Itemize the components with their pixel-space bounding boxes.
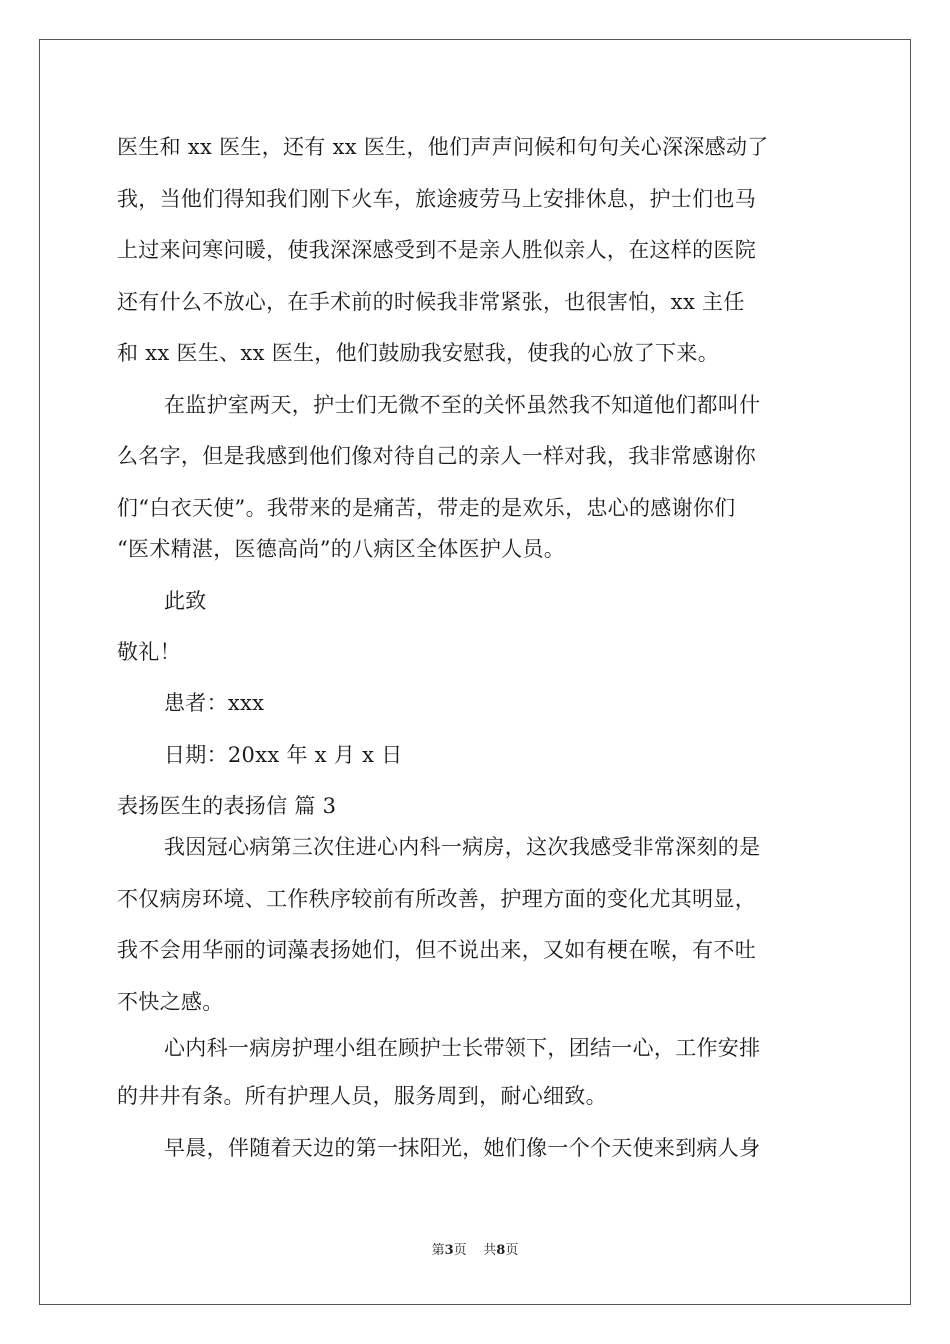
text-line: 么名字，但是我感到他们像对待自己的亲人一样对我，我非常感谢你	[117, 444, 756, 468]
text-line: 不快之感。	[117, 990, 224, 1014]
page-number: 3	[444, 1243, 454, 1258]
text-line: 们“白衣天使”。我带来的是痛苦，带走的是欢乐，忠心的感谢你们	[117, 496, 736, 520]
paragraph-start: 心内科一病房护理小组在顾护士长带领下，团结一心，工作安排	[164, 1036, 761, 1060]
closing-regards: 敬礼！	[117, 640, 181, 664]
section-heading: 表扬医生的表扬信 篇 3	[117, 794, 337, 818]
signature-date: 日期：20xx 年 x 月 x 日	[164, 743, 403, 767]
text-line: 的井井有条。所有护理人员，服务周到，耐心细致。	[117, 1084, 607, 1108]
page-footer	[0, 1242, 950, 1260]
text-line: 和 xx 医生、xx 医生，他们鼓励我安慰我，使我的心放了下来。	[117, 341, 719, 365]
total-pages: 8	[496, 1243, 506, 1258]
page-suffix: 页	[453, 1243, 467, 1258]
text-line: 医生和 xx 医生，还有 xx 医生，他们声声问候和句句关心深深感动了	[117, 135, 769, 159]
paragraph-start: 我因冠心病第三次住进心内科一病房，这次我感受非常深刻的是	[164, 835, 761, 859]
text-line: 不仅病房环境、工作秩序较前有所改善，护理方面的变化尤其明显，	[117, 887, 756, 911]
text-line: 我不会用华丽的词藻表扬她们，但不说出来，又如有梗在喉，有不吐	[117, 938, 756, 962]
signature-patient: 患者：xxx	[164, 691, 265, 715]
page-prefix: 第	[431, 1243, 445, 1258]
page-border	[39, 39, 911, 1305]
closing-salutation: 此致	[164, 589, 207, 613]
text-line: 我，当他们得知我们刚下火车，旅途疲劳马上安排休息，护士们也马	[117, 187, 756, 211]
paragraph-start: 在监护室两天，护士们无微不至的关怀虽然我不知道他们都叫什	[164, 393, 761, 417]
total-prefix: 共	[483, 1243, 497, 1258]
text-line: 上过来问寒问暖，使我深深感受到不是亲人胜似亲人，在这样的医院	[117, 238, 756, 262]
text-line: 还有什么不放心，在手术前的时候我非常紧张，也很害怕，xx 主任	[117, 290, 745, 314]
paragraph-start: 早晨，伴随着天边的第一抹阳光，她们像一个个天使来到病人身	[164, 1136, 761, 1160]
total-suffix: 页	[505, 1243, 519, 1258]
text-line: “医术精湛，医德高尚”的八病区全体医护人员。	[117, 537, 566, 561]
